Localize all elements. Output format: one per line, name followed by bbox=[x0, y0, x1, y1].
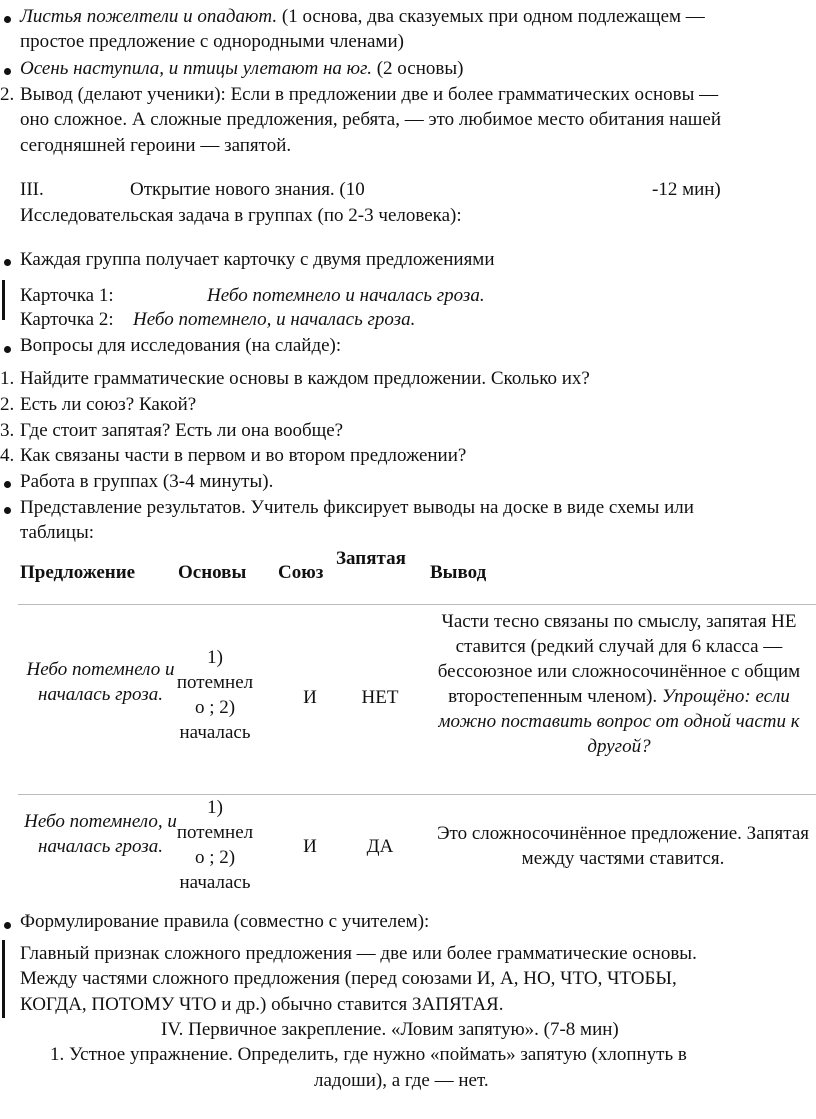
row-1-union: И bbox=[303, 687, 317, 708]
rule-bullet: Формулирование правила (совместно с учителем): bbox=[20, 911, 430, 932]
card-2-text: Небо потемнело, и началась гроза. bbox=[133, 309, 416, 330]
question-4-num: 4. bbox=[0, 445, 15, 466]
rule-line-1: Главный признак сложного предложения — две или более грамматические основы. bbox=[20, 943, 697, 964]
question-2: Есть ли союз? Какой? bbox=[20, 394, 197, 415]
questions-bullet: Вопросы для исследования (на слайде): bbox=[20, 335, 342, 356]
exercise-line-1: 1. Устное упражнение. Определить, где нужно «поймать» запятую (хлопнуть в bbox=[50, 1044, 687, 1065]
section-3-title: Открытие нового знания. (10 bbox=[130, 179, 365, 200]
question-3: Где стоит запятая? Есть ли она вообще? bbox=[20, 420, 344, 441]
table-divider bbox=[18, 794, 816, 795]
row-2-union: И bbox=[303, 836, 317, 857]
card-bullet: Каждая группа получает карточку с двумя предложениями bbox=[20, 249, 495, 270]
conclusion-line-2: оно сложное. А сложные предложения, ребята, — это любимое место обитания нашей bbox=[20, 109, 722, 130]
example-1-note: (1 основа, два сказуемых при одном подлежащем — bbox=[277, 6, 705, 27]
row-1-comma: НЕТ bbox=[361, 687, 399, 708]
bullet-dot bbox=[4, 346, 11, 353]
table-header-comma: Запятая bbox=[336, 548, 406, 569]
section-4-title: IV. Первичное закрепление. «Ловим запятую». (7-8 мин) bbox=[161, 1019, 619, 1040]
results-line-2: таблицы: bbox=[20, 522, 95, 543]
card-1-text: Небо потемнело и началась гроза. bbox=[207, 285, 485, 306]
example-2-note: (2 основы) bbox=[371, 58, 464, 79]
row-1-sentence: Небо потемнело и началась гроза. bbox=[26, 659, 175, 705]
question-2-num: 2. bbox=[0, 394, 15, 415]
question-3-num: 3. bbox=[0, 420, 15, 441]
section-3-task: Исследовательская задача в группах (по 2-3 человека): bbox=[20, 205, 462, 226]
bullet-dot bbox=[4, 16, 11, 23]
row-2-bases: 1) потемнело ; 2) началась bbox=[176, 797, 254, 893]
example-2-sentence: Осень наступила, и птицы улетают на юг. bbox=[20, 58, 372, 79]
rule-bar bbox=[2, 940, 5, 1018]
card-bar bbox=[2, 280, 5, 320]
results-line-1: Представление результатов. Учитель фиксирует выводы на доске в виде схемы или bbox=[20, 497, 694, 518]
table-header-conclusion: Вывод bbox=[430, 562, 487, 583]
section-3-time: -12 мин) bbox=[652, 179, 721, 200]
question-1: Найдите грамматические основы в каждом предложении. Сколько их? bbox=[20, 368, 590, 389]
example-2 bbox=[20, 56, 463, 81]
row-2-comma: ДА bbox=[366, 836, 394, 857]
card-2-label: Карточка 2: bbox=[20, 309, 114, 330]
row-1-bases: 1) потемнело ; 2) началась bbox=[176, 647, 254, 743]
bullet-dot bbox=[4, 481, 11, 488]
bullet-dot bbox=[4, 922, 11, 929]
conclusion-num: 2. bbox=[0, 84, 15, 105]
table-header-bases: Основы bbox=[178, 562, 247, 583]
example-1-sentence: Листья пожелтели и опадают. bbox=[20, 6, 278, 27]
card-1-label: Карточка 1: bbox=[20, 285, 114, 306]
group-work: Работа в группах (3-4 минуты). bbox=[20, 471, 274, 492]
conclusion-line-1: Вывод (делают ученики): Если в предложении две и более грамматических основы — bbox=[20, 84, 719, 105]
table-header-union: Союз bbox=[278, 562, 324, 583]
row-2-sentence: Небо потемнело, и началась гроза. bbox=[24, 811, 177, 857]
example-1 bbox=[20, 4, 705, 29]
table-divider bbox=[18, 604, 816, 605]
rule-line-3: КОГДА, ПОТОМУ ЧТО и др.) обычно ставится ЗАПЯТАЯ. bbox=[20, 994, 504, 1015]
bullet-dot bbox=[4, 68, 11, 75]
row-2-conclusion: Это сложносочинённое предложение. Запятая между частями ставится. bbox=[437, 823, 809, 869]
section-3-roman: III. bbox=[20, 179, 44, 200]
conclusion-line-3: сегодняшней героини — запятой. bbox=[20, 135, 292, 156]
bullet-dot bbox=[4, 507, 11, 514]
bullet-dot bbox=[4, 259, 11, 266]
rule-line-2: Между частями сложного предложения (перед союзами И, А, НО, ЧТО, ЧТОБЫ, bbox=[20, 968, 677, 989]
exercise-line-2: ладоши), а где — нет. bbox=[314, 1070, 489, 1091]
question-4: Как связаны части в первом и во втором предложении? bbox=[20, 445, 467, 466]
example-1-cont: простое предложение с однородными членами) bbox=[20, 31, 404, 52]
row-1-conclusion-italic: Упрощёно: если можно поставить вопрос от одной части к другой? bbox=[438, 686, 800, 757]
table-header-sentence: Предложение bbox=[20, 562, 136, 583]
row-1-conclusion-text: Части тесно связаны по смыслу, запятая НЕ ставится (редкий случай для 6 класса — бессоюзное или сложносочинённое с общим второстепенным членом). bbox=[437, 611, 801, 707]
question-1-num: 1. bbox=[0, 368, 15, 389]
row-1-conclusion bbox=[422, 609, 816, 759]
